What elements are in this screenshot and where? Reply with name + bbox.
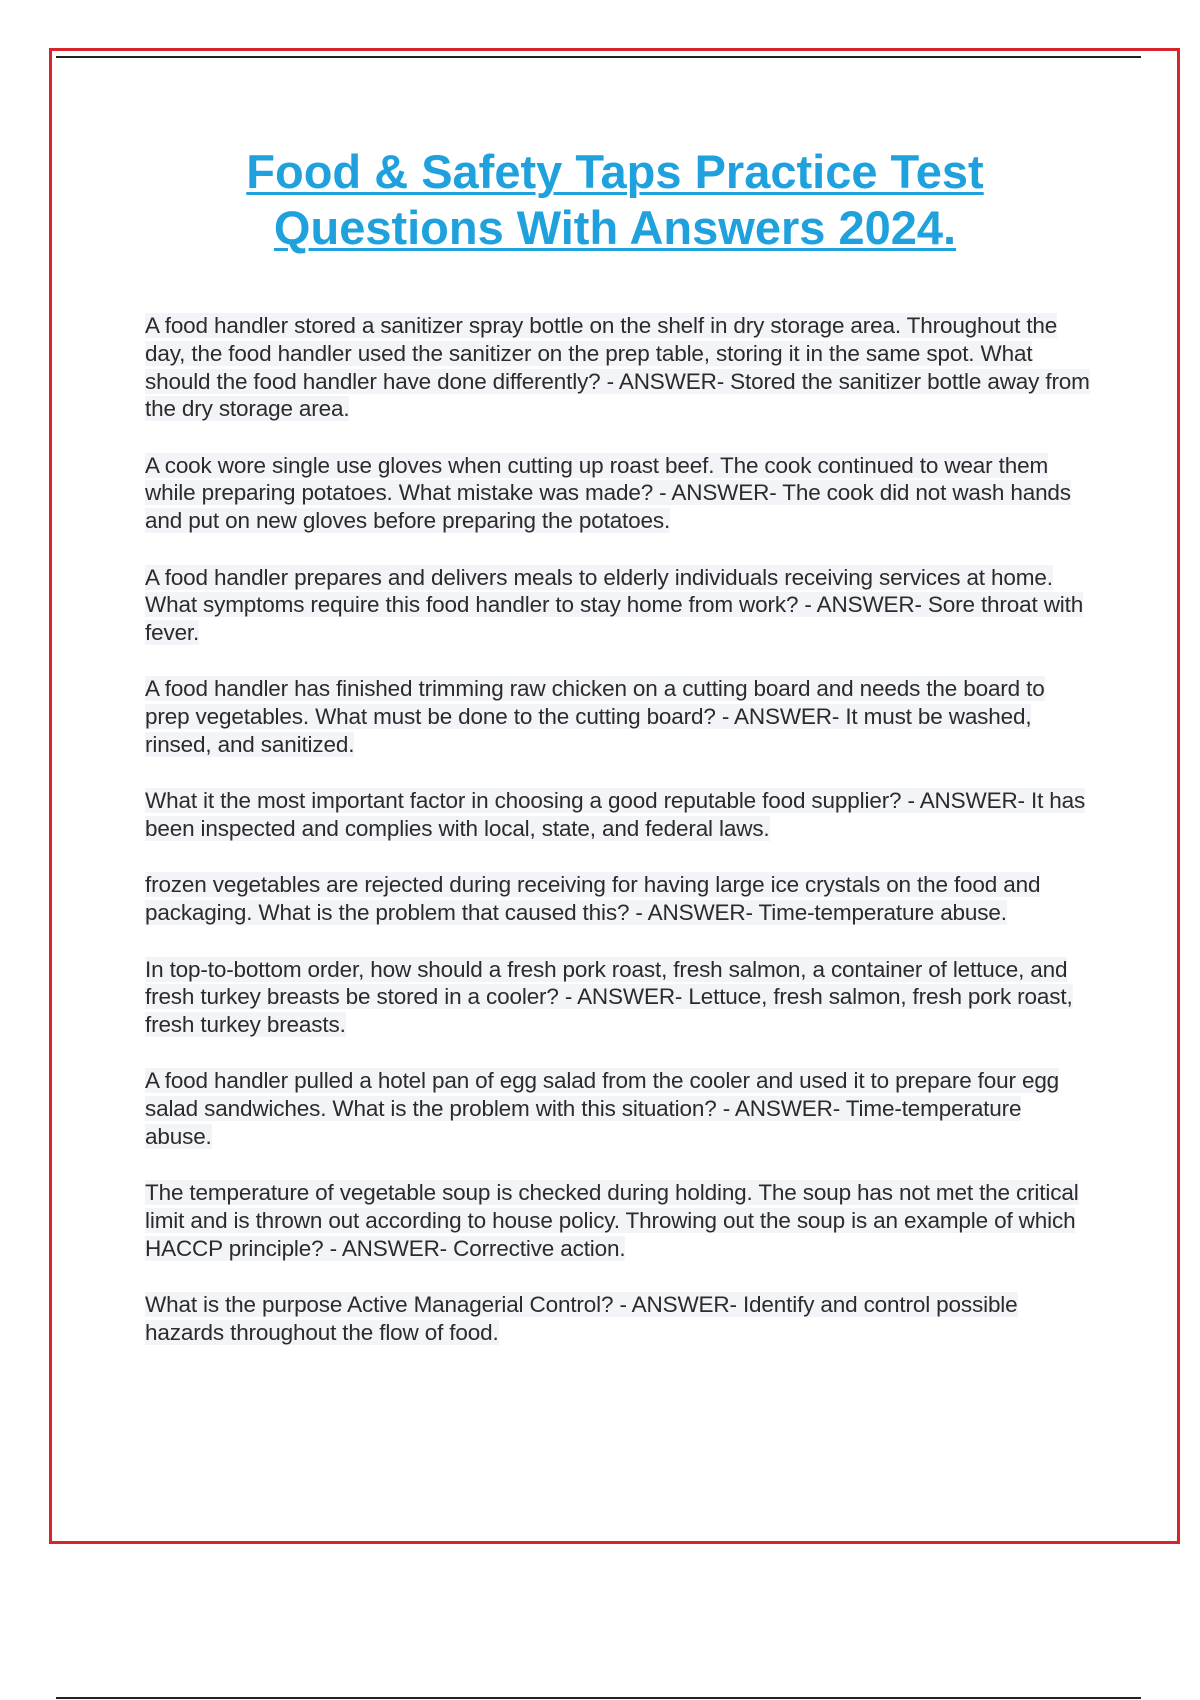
qa-item xyxy=(145,871,1090,927)
qa-text: A food handler pulled a hotel pan of egg salad from the cooler and used it to prepare four egg salad sandwiches. What is the problem with this situation? - ANSWER- Time-temperature abuse. xyxy=(145,1068,1060,1150)
qa-text: What is the purpose Active Managerial Control? - ANSWER- Identify and control possible hazards throughout the flow of food. xyxy=(145,1292,1018,1346)
qa-item xyxy=(145,1179,1090,1262)
top-rule xyxy=(56,56,1141,58)
bottom-rule xyxy=(56,1697,1141,1699)
qa-text: A food handler has finished trimming raw chicken on a cutting board and needs the board to prep vegetables. What must be done to the cutting board? - ANSWER- It must be washed, rinsed, and sanitized. xyxy=(145,676,1045,758)
qa-text: A cook wore single use gloves when cutting up roast beef. The cook continued to wear them while preparing potatoes. What mistake was made? - ANSWER- The cook did not wash hands and put on new gloves before preparing the potatoes. xyxy=(145,452,1071,534)
title-line-1: Food & Safety Taps Practice Test xyxy=(246,145,984,198)
qa-item xyxy=(145,1291,1090,1347)
qa-item xyxy=(145,564,1090,647)
qa-item xyxy=(145,452,1090,535)
qa-text: A food handler prepares and delivers meals to elderly individuals receiving services at home. What symptoms require this food handler to stay home from work? - ANSWER- Sore throat with fever. xyxy=(145,564,1084,646)
qa-item xyxy=(145,675,1090,758)
qa-item xyxy=(145,956,1090,1039)
document-title xyxy=(120,144,1110,256)
qa-text: In top-to-bottom order, how should a fresh pork roast, fresh salmon, a container of lettuce, and fresh turkey breasts be stored in a cooler? - ANSWER- Lettuce, fresh salmon, fresh pork roast, fresh turkey breasts. xyxy=(145,956,1073,1038)
title-line-2: Questions With Answers 2024. xyxy=(273,201,957,254)
qa-item xyxy=(145,787,1090,843)
qa-text: The temperature of vegetable soup is checked during holding. The soup has not met the critical limit and is thrown out according to house policy. Throwing out the soup is an example of which HACCP principle? - ANSWER- Corrective action. xyxy=(145,1180,1079,1261)
qa-text: A food handler stored a sanitizer spray bottle on the shelf in dry storage area. Throughout the day, the food handler used the sanitizer on the prep table, storing it in the same spot. What should the food handler have done differently? - ANSWER- Stored the sanitizer bottle away from the dry storage area. xyxy=(145,313,1090,422)
qa-list xyxy=(145,312,1090,1375)
qa-item xyxy=(145,312,1090,423)
qa-text: frozen vegetables are rejected during receiving for having large ice crystals on the food and packaging. What is the problem that caused this? - ANSWER- Time-temperature abuse. xyxy=(145,872,1041,926)
qa-text: What it the most important factor in choosing a good reputable food supplier? - ANSWER- It has been inspected and complies with local, state, and federal laws. xyxy=(145,788,1086,842)
qa-item xyxy=(145,1067,1090,1150)
